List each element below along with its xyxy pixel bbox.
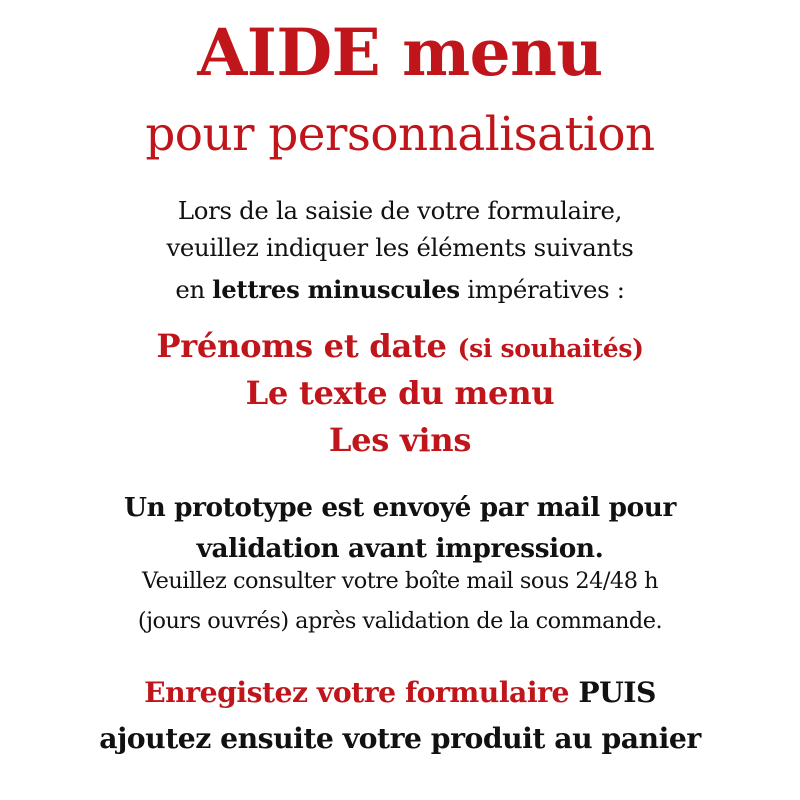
prototype-note-2: (jours ouvrés) après validation de la commande. xyxy=(137,608,663,634)
final-save-form-text: Enregistez votre formulaire xyxy=(144,675,569,709)
item-menu-text: Le texte du menu xyxy=(245,374,555,412)
final-instruction-line-2: ajoutez ensuite votre produit au panier xyxy=(99,721,701,755)
prototype-line-1: Un prototype est envoyé par mail pour xyxy=(124,492,676,523)
prototype-line-2: validation avant impression. xyxy=(196,533,604,564)
item-first-names-date xyxy=(0,327,800,365)
intro-line-3 xyxy=(0,275,800,304)
intro-line-3-prefix: en xyxy=(175,275,213,304)
intro-line-3-suffix: impératives : xyxy=(459,275,625,304)
final-instruction-line-1 xyxy=(0,675,800,709)
item-wines: Les vins xyxy=(328,421,472,459)
intro-line-1: Lors de la saisie de votre formulaire, xyxy=(177,196,623,225)
page-subtitle: pour personnalisation xyxy=(145,108,655,162)
intro-line-2: veuillez indiquer les éléments suivants xyxy=(166,233,634,262)
item-first-names-date-label: Prénoms et date xyxy=(156,327,447,365)
final-then-text: PUIS xyxy=(569,675,656,709)
item-first-names-date-note: (si souhaités) xyxy=(457,334,644,363)
intro-emphasis: lettres minuscules xyxy=(212,275,460,304)
page-title: AIDE menu xyxy=(197,16,603,91)
prototype-note-1: Veuillez consulter votre boîte mail sous 24/48 h xyxy=(141,568,658,594)
